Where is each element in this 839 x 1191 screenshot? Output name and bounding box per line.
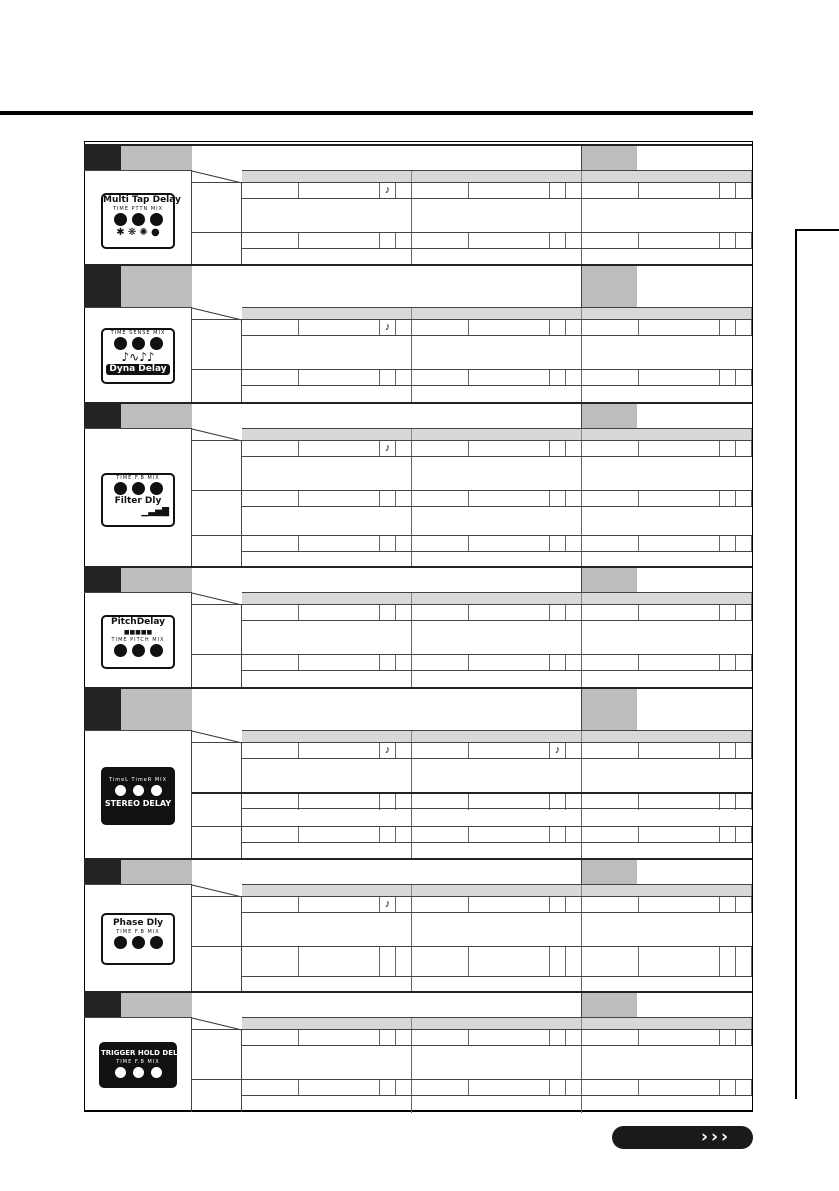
effect-block-stereo-delay	[84, 687, 752, 859]
phase-delay-pedal-icon: Phase Dly TIME F.B MIX	[101, 913, 175, 965]
sync-note-icon: ♪	[550, 743, 566, 759]
filter-delay-pedal-icon: TIME F.B MIX Filter Dly ▁▃▅▇	[101, 473, 175, 527]
sync-note-icon: ♪	[380, 183, 396, 199]
sync-note-icon: ♪	[380, 320, 396, 336]
trigger-hold-delay-pedal-icon: TRIGGER HOLD DELAY TIME F.B MIX	[99, 1042, 177, 1088]
multi-tap-delay-pedal-icon: Multi Tap Delay TIME PTTN MIX ✱ ❋ ✺ ●	[101, 193, 175, 249]
sync-note-icon: ♪	[380, 441, 396, 457]
effect-block-dyna-delay	[84, 264, 752, 403]
frame-top	[84, 141, 752, 142]
continue-next-page-button[interactable]	[612, 1126, 753, 1149]
stereo-delay-pedal-icon: TimeL TimeR MIX STEREO DELAY	[101, 767, 175, 825]
side-rule	[795, 229, 797, 1099]
chevron-right-icon: ›››	[700, 1127, 731, 1147]
dyna-delay-pedal-icon: TIME SENSE MIX ♪∿♪♪ Dyna Delay	[101, 328, 175, 384]
pitch-delay-pedal-icon: PitchDelay ■■■■■ TIME PITCH MIX	[101, 615, 175, 669]
effect-block-trigger-hold-delay	[84, 991, 752, 1112]
effect-block-multi-tap-delay	[84, 144, 752, 264]
effect-block-pitch-delay	[84, 566, 752, 688]
sync-note-icon: ♪	[380, 743, 396, 759]
effect-block-filter-delay	[84, 402, 752, 567]
side-rule-cap	[795, 229, 839, 231]
sync-note-icon: ♪	[380, 897, 396, 913]
effect-block-phase-delay	[84, 858, 752, 992]
top-rule	[0, 111, 753, 115]
frame-right	[752, 141, 753, 1111]
